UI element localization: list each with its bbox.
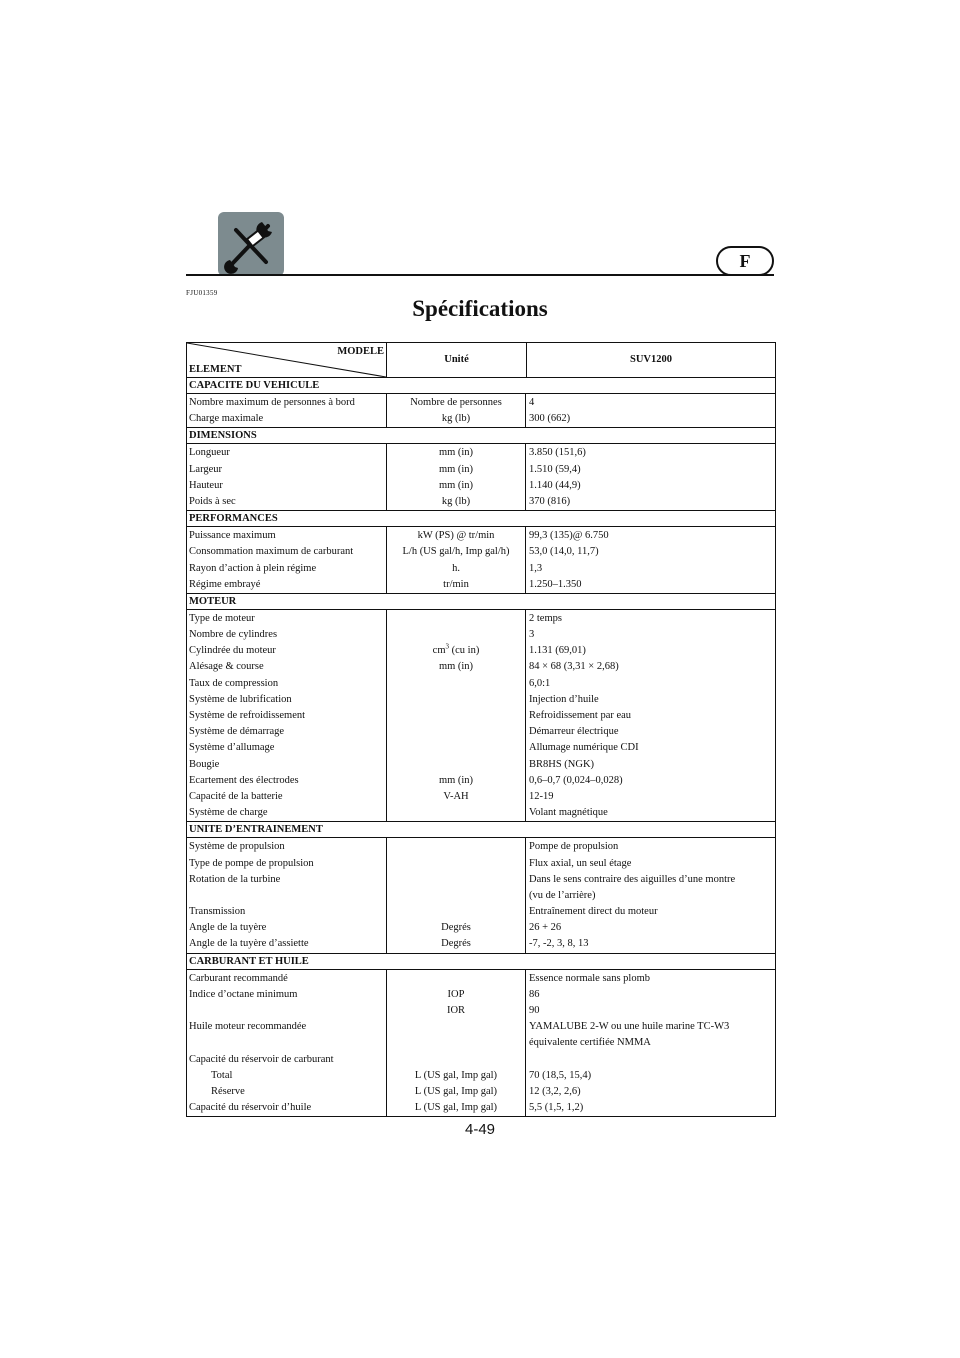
item-column [187,394,387,427]
spec-value: 300 (662) [529,413,571,425]
spec-value: Démarreur électrique [529,726,619,738]
spec-item: Alésage & course [189,661,264,673]
spec-unit: IOR [446,1005,466,1016]
unit-column [387,838,526,952]
spec-item: Régime embrayé [189,578,261,590]
spec-unit: kg (lb) [441,413,471,425]
spec-unit: Nombre de personnes [410,397,502,408]
spec-value: YAMALUBE 2-W ou une huile marine TC-W3 [529,1021,730,1033]
spec-value: 3 [529,629,535,641]
spec-unit: mm (in) [438,479,474,491]
unit-column [387,527,526,593]
section-title: DIMENSIONS [187,428,775,444]
spec-item: Système de refroidissement [189,710,306,721]
spec-unit: L/h (US gal/h, Imp gal/h) [402,546,510,558]
spec-value: 70 (18,5, 15,4) [529,1069,592,1081]
spec-unit [387,904,525,920]
spec-value: Injection d’huile [529,693,599,705]
spec-value: 12-19 [529,790,554,802]
section-title: PERFORMANCES [187,511,775,527]
spec-value: 1,3 [529,562,543,574]
spec-item: Cylindrée du moteur [189,645,276,657]
spec-unit [387,611,525,627]
section-title: UNITE D’ENTRAINEMENT [187,822,775,838]
page-title: Spécifications [412,296,548,321]
spec-value: (vu de l’arrière) [529,889,596,901]
spec-unit: Degrés [441,938,471,950]
spec-item: Total [211,1069,233,1081]
spec-value: 99,3 (135)@ 6.750 [529,530,609,542]
spec-item: Consommation maximum de carburant [189,546,354,558]
spec-value: 0,6–0,7 (0,024–0,028) [529,774,623,786]
spec-unit [387,708,525,724]
spec-unit [387,740,525,756]
spec-item: Système d’allumage [189,742,275,754]
spec-value: 26 + 26 [529,922,562,934]
spec-value: 1.131 (69,01) [529,645,586,657]
spec-value: 86 [529,988,540,1000]
section-rows [187,394,775,428]
spec-unit: mm (in) [438,447,474,459]
spec-item: Système de lubrification [189,693,292,705]
section-rows [187,444,775,511]
spec-unit: V-AH [443,790,469,802]
language-badge: F [716,246,774,276]
spec-unit [387,627,525,643]
spec-value: 6,0:1 [529,677,551,689]
item-column [187,527,387,593]
spec-item: Type de pompe de propulsion [189,857,314,869]
header-rule [186,274,774,276]
section-title: MOTEUR [187,594,775,610]
tools-icon [218,212,284,276]
value-column [526,838,775,952]
spec-item: Longueur [189,447,230,459]
spec-value: Pompe de propulsion [529,841,619,853]
spec-value: Dans le sens contraire des aiguilles d’une montre [529,873,736,885]
value-column [526,394,775,427]
spec-value: -7, -2, 3, 8, 13 [529,938,589,950]
spec-value: Refroidissement par eau [529,710,632,721]
spec-unit [387,1052,525,1068]
spec-unit [387,757,525,773]
spec-item: Angle de la tuyère [189,922,267,934]
spec-value: Allumage numérique CDI [529,742,639,754]
spec-item: Réserve [211,1085,245,1097]
spec-item: Nombre maximum de personnes à bord [189,397,355,408]
spec-value: équivalente certifiée NMMA [529,1037,651,1049]
model-header: SUV1200 [629,354,672,365]
spec-item: Capacité du réservoir d’huile [189,1102,312,1114]
spec-item: Ecartement des électrodes [189,774,299,786]
value-column [526,527,775,593]
spec-value: 1.510 (59,4) [529,463,581,475]
spec-item: Nombre de cylindres [189,629,278,641]
spec-value [526,1052,775,1068]
section-title: CAPACITE DU VEHICULE [187,378,775,394]
spec-unit: $cm^3$ (cu in) [432,642,480,657]
section-rows [187,527,775,594]
section-title: CARBURANT ET HUILE [187,954,775,970]
table-header [187,343,775,378]
spec-item: Hauteur [189,479,223,491]
spec-unit: mm (in) [438,463,474,475]
spec-unit: IOP [447,988,465,1000]
spec-item: Puissance maximum [189,530,276,542]
spec-item: Angle de la tuyère d’assiette [189,938,309,950]
spec-item: Capacité de la batterie [189,790,283,802]
spec-item [187,888,386,904]
spec-value: 5,5 (1,5, 1,2) [529,1102,584,1114]
spec-unit: Degrés [441,922,471,934]
spec-unit [387,692,525,708]
spec-item: Système de charge [189,807,268,819]
header-element-cell [187,343,387,377]
model-label: MODELE [337,346,384,357]
unit-column [387,970,526,1117]
spec-item: Indice d’octane minimum [189,988,298,1000]
spec-value: Volant magnétique [529,807,608,819]
spec-unit [387,1019,525,1035]
spec-item: Taux de compression [189,677,279,689]
spec-value: 370 (816) [529,495,571,507]
spec-value: Flux axial, un seul étage [529,857,632,869]
spec-unit [387,839,525,855]
spec-unit [387,1035,525,1051]
spec-value: 1.140 (44,9) [529,479,581,491]
spec-unit: L (US gal, Imp gal) [414,1102,498,1114]
item-column [187,838,387,952]
item-column [187,444,387,510]
spec-unit [387,724,525,740]
spec-unit [387,872,525,888]
spec-item: Transmission [189,906,246,918]
spec-item: Type de moteur [189,612,255,624]
unit-column [387,394,526,427]
spec-unit [387,805,525,821]
spec-item: Largeur [189,463,223,475]
section-rows [187,838,775,953]
spec-value: 3.850 (151,6) [529,447,586,459]
unit-header: Unité [387,343,527,377]
spec-unit: L (US gal, Imp gal) [414,1085,498,1097]
spec-item: Poids à sec [189,495,236,507]
section-rows [187,610,775,822]
spec-value: 1.250–1.350 [529,578,582,590]
item-column [187,610,387,821]
spec-item: Système de propulsion [189,841,285,853]
document-code: FJU01359 [186,289,218,297]
spec-item: Capacité du réservoir de carburant [189,1053,334,1065]
value-column [526,444,775,510]
spec-value: 4 [529,397,535,408]
spec-item [187,1035,386,1051]
spec-value: Entraînement direct du moteur [529,906,658,918]
spec-unit: h. [452,562,460,574]
spec-unit: tr/min [443,578,469,590]
spec-unit: mm (in) [438,661,474,673]
spec-value: 12 (3,2, 2,6) [529,1085,581,1097]
spec-item: Charge maximale [189,413,264,425]
spec-unit: mm (in) [438,774,474,786]
spec-unit: kg (lb) [441,495,471,507]
section-rows [187,970,775,1117]
spec-unit [387,971,525,987]
item-column [187,970,387,1117]
spec-item: Carburant recommandé [189,972,288,984]
unit-column [387,610,526,821]
spec-item: Rayon d’action à plein régime [189,562,317,574]
spec-value: 84 × 68 (3,31 × 2,68) [529,661,619,673]
spec-unit: kW (PS) @ tr/min [417,530,495,542]
unit-column [387,444,526,510]
element-label: ELEMENT [189,364,242,375]
spec-item: Rotation de la turbine [189,873,281,885]
spec-item: Bougie [189,758,220,770]
spec-unit: L (US gal, Imp gal) [414,1069,498,1081]
spec-value: 53,0 (14,0, 11,7) [529,546,599,558]
spec-item [187,1003,386,1019]
spec-value: 90 [529,1005,540,1016]
spec-unit [387,856,525,872]
spec-value: 2 temps [529,612,562,624]
spec-value: Essence normale sans plomb [529,972,651,984]
spec-item: Huile moteur recommandée [189,1021,307,1033]
spec-value: BR8HS (NGK) [529,758,595,770]
spec-unit [387,676,525,692]
value-column [526,610,775,821]
page-number: 4-49 [464,1121,496,1138]
spec-table [186,342,776,1117]
value-column [526,970,775,1117]
spec-unit [387,888,525,904]
spec-item: Système de démarrage [189,726,285,738]
